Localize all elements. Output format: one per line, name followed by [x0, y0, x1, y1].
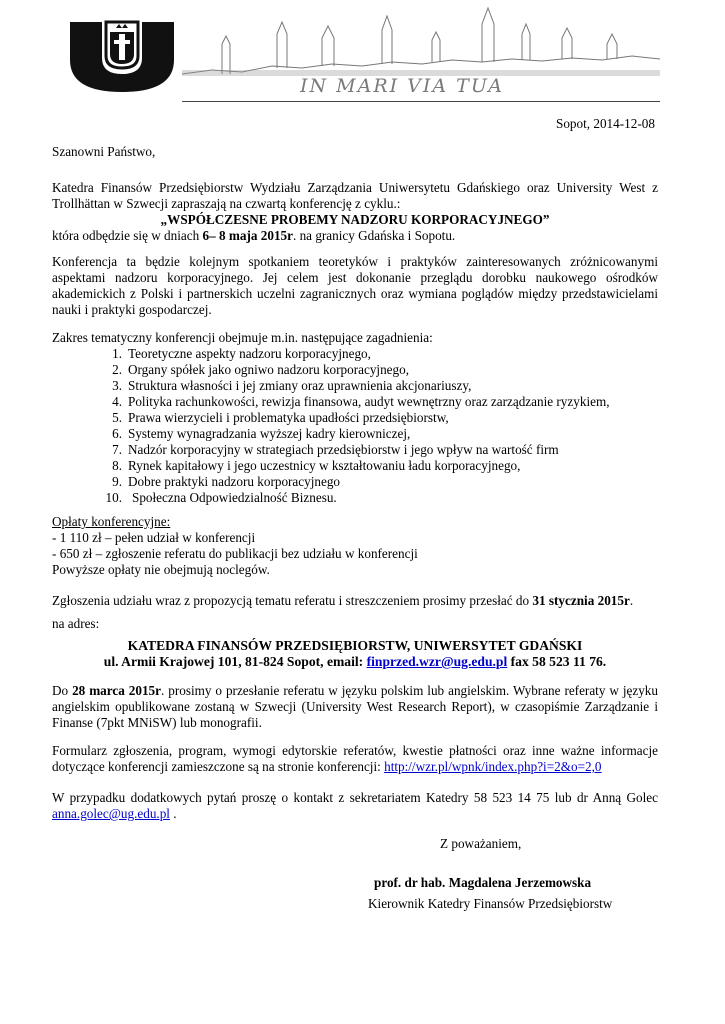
topics-list	[104, 346, 658, 506]
topic-number: 4.	[112, 394, 122, 409]
conference-title: „WSPÓŁCZESNE PROBEMY NADZORU KORPORACYJNEGO”	[160, 212, 550, 227]
closing: Z poważaniem,	[440, 836, 522, 851]
contact-text: W przypadku dodatkowych pytań proszę o kontakt z sekretariatem Katedry 58 523 14 75 lub dr Anną Golec	[52, 790, 658, 805]
topic-item	[104, 426, 658, 442]
address-line1: KATEDRA FINANSÓW PRZEDSIĘBIORSTW, UNIWERSYTET GDAŃSKI	[127, 638, 583, 653]
topic-item	[104, 474, 658, 490]
signature-role: Kierownik Katedry Finansów Przedsiębiorstw	[368, 896, 613, 911]
fee-full: - 1 110 zł – pełen udział w konferencji	[52, 530, 256, 545]
intro-text: Katedra Finansów Przedsiębiorstw Wydziału Zarządzania Uniwersytetu Gdańskiego oraz University West z Trollhättan w Szwecji zapraszają na czwartą konferencję z cyklu.:	[52, 180, 658, 211]
topic-text: Struktura własności i jej zmiany oraz uprawnienia akcjonariuszy,	[128, 378, 472, 393]
topic-item	[104, 458, 658, 474]
papers-text: . prosimy o przesłanie referatu w języku polskim lub angielskim. Wybrane referaty w języku angielskim opublikowane zostaną w Szwecji (University West Research Report), w czasopiśmie Zarządzanie i Finanse (7pkt MNiSW) lub monografii.	[52, 683, 658, 730]
topic-number: 10.	[105, 490, 122, 505]
topic-text: Dobre praktyki nadzoru korporacyjnego	[128, 474, 341, 489]
topic-item	[104, 442, 658, 458]
signature-name: prof. dr hab. Magdalena Jerzemowska	[374, 875, 592, 890]
topic-text: Rynek kapitałowy i jego uczestnicy w kształtowaniu ładu korporacyjnego,	[128, 458, 521, 473]
topic-text: Nadzór korporacyjny w strategiach przedsiębiorstw i jego wpływ na wartość firm	[128, 442, 559, 457]
submission-text: Zgłoszenia udziału wraz z propozycją tematu referatu i streszczeniem prosimy przesłać do	[52, 593, 533, 608]
fee-paper: - 650 zł – zgłoszenie referatu do publikacji bez udziału w konferencji	[52, 546, 418, 561]
address-label: na adres:	[52, 616, 100, 631]
topic-number: 1.	[112, 346, 122, 361]
address-fax: fax 58 523 11 76.	[507, 654, 607, 669]
topic-text: Społeczna Odpowiedzialność Biznesu.	[132, 490, 337, 505]
topic-item	[104, 362, 658, 378]
motto: IN MARI VIA TUA	[300, 75, 505, 97]
dates-suffix: . na granicy Gdańska i Sopotu.	[292, 228, 456, 243]
salutation: Szanowni Państwo,	[52, 144, 156, 159]
contact-end: .	[169, 806, 177, 821]
topic-text: Teoretyczne aspekty nadzoru korporacyjnego,	[128, 346, 371, 361]
university-logo	[66, 16, 178, 94]
topic-item	[104, 410, 658, 426]
topic-number: 8.	[112, 458, 122, 473]
fees-note: Powyższe opłaty nie obejmują noclegów.	[52, 562, 270, 577]
contact-email-link[interactable]: anna.golec@ug.edu.pl	[52, 806, 170, 821]
conference-dates	[52, 228, 658, 244]
topic-item	[104, 490, 658, 506]
address-street: ul. Armii Krajowej 101, 81-824 Sopot, email:	[103, 654, 367, 669]
address-line2	[52, 654, 658, 670]
topic-text: Prawa wierzycieli i problematyka upadłości przedsiębiorstw,	[128, 410, 449, 425]
topic-text: Organy spółek jako ogniwo nadzoru korporacyjnego,	[128, 362, 410, 377]
contact-paragraph	[52, 790, 658, 822]
submission-deadline: 31 stycznia 2015r	[532, 593, 630, 608]
topic-text: Polityka rachunkowości, rewizja finansowa, audyt wewnętrzny oraz zarządzanie ryzykiem,	[128, 394, 610, 409]
topic-text: Systemy wynagradzania wyższej kadry kierowniczej,	[128, 426, 411, 441]
address-block	[52, 638, 658, 670]
topic-item	[104, 346, 658, 362]
submission-end: .	[629, 593, 634, 608]
fees-section	[52, 514, 658, 578]
header-rule	[182, 101, 660, 102]
submission-line	[52, 593, 658, 609]
topic-number: 3.	[112, 378, 122, 393]
topic-number: 7.	[112, 442, 122, 457]
topic-number: 2.	[112, 362, 122, 377]
forms-paragraph	[52, 743, 658, 775]
topic-item	[104, 394, 658, 410]
intro-paragraph	[52, 180, 658, 244]
department-email-link[interactable]: finprzed.wzr@ug.edu.pl	[366, 654, 508, 669]
topics-heading: Zakres tematyczny konferencji obejmuje m.in. następujące zagadnienia:	[52, 330, 433, 345]
topic-number: 5.	[112, 410, 122, 425]
papers-deadline: 28 marca 2015r	[72, 683, 162, 698]
description-paragraph: Konferencja ta będzie kolejnym spotkaniem teoretyków i praktyków zainteresowanych zróżnicowanymi aspektami nadzoru korporacyjnego. Jej celem jest dokonanie przeglądu dorobku naukowego ośrodków akademickich z Polski i partnerskich uczelni zagranicznych oraz wymiana poglądów między przedstawicielami nauki i praktyki gospodarczej.	[52, 254, 658, 317]
topic-number: 6.	[112, 426, 122, 441]
topic-number: 9.	[112, 474, 122, 489]
conference-url-link[interactable]: http://wzr.pl/wpnk/index.php?i=2&o=2,0	[384, 759, 602, 774]
letter-date: Sopot, 2014-12-08	[556, 116, 655, 131]
papers-paragraph	[52, 683, 658, 731]
dates-prefix: która odbędzie się w dniach	[52, 228, 203, 243]
papers-prefix: Do	[52, 683, 73, 698]
fees-heading: Opłaty konferencyjne:	[52, 514, 171, 529]
dates-bold: 6– 8 maja 2015r	[202, 228, 293, 243]
topics-section	[52, 330, 658, 506]
topic-item	[104, 378, 658, 394]
forms-text: Formularz zgłoszenia, program, wymogi edytorskie referatów, kwestie płatności oraz inne ważne informacje dotyczące konferencji zamieszczone są na stronie konferencji:	[52, 743, 658, 774]
